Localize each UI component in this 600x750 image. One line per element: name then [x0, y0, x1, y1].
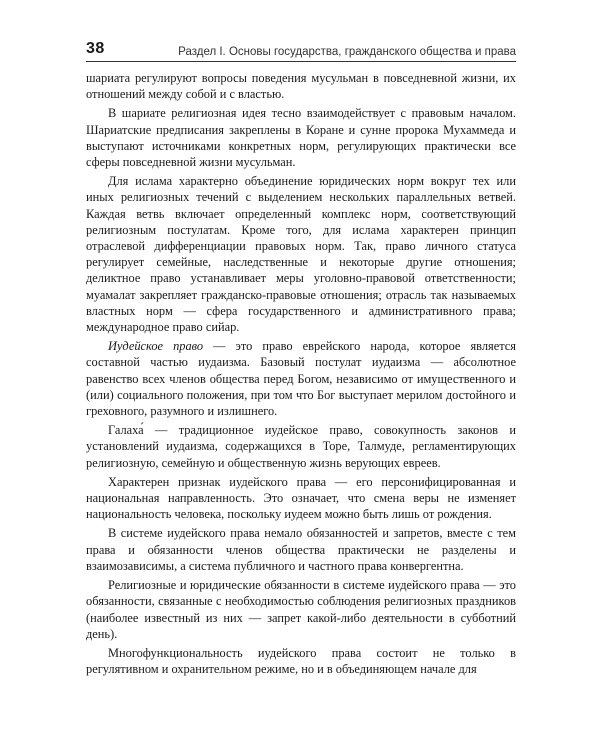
paragraph-text: — это право еврейского народа, которое является составной частью иудаизма. Базовый постулат иудаизма — абсолютное равенство всех членов общества перед Богом, независимо от имущественного и (или) социального положения, при том что Бог выступает мерилом достойного и греховного, разумного и излишнего. [86, 339, 516, 419]
paragraph: Многофункциональность иудейского права состоит не только в регулятивном и охранительном режиме, но и в объединяющем начале для [86, 645, 516, 677]
page-number: 38 [86, 40, 105, 57]
running-title: Раздел I. Основы государства, гражданского общества и права [178, 46, 516, 58]
paragraph: Характерен признак иудейского права — его персонифицированная и национальная направленность. Это означает, что смена веры не изменяет национальность человека, поскольку иудеем можно быть лишь от рождения. [86, 474, 516, 522]
paragraph: В системе иудейского права немало обязанностей и запретов, вместе с тем права и обязанности членов общества практически не разделены и взаимозависимы, а система публичного и частного права конвергентна. [86, 526, 516, 573]
book-page [86, 40, 516, 677]
paragraph: Для ислама характерно объединение юридических норм вокруг тех или иных религиозных течений с выделением нескольких параллельных ветвей. Каждая ветвь включает определенный комплекс норм, соответствующий религиозным постулатам. Кроме того, для ислама характерен принцип отраслевой дифференциации правовых норм. Так, право личного статуса регулирует семейные, наследственные и некоторые другие отношения; деликтное право устанавливает меры уголовно-правовой ответственности; муамалат закрепляет гражданско-правовые отношения; отрасль так называемых властных норм — сфера государственного и административного права; международное право сийар. [86, 174, 516, 335]
page-header [86, 40, 516, 62]
paragraph: шариата регулируют вопросы поведения мусульман в повседневной жизни, их отношений между собой и с властью. [86, 71, 516, 102]
paragraph: Религиозные и юридические обязанности в системе иудейского права — это обязанности, связанные с необходимостью соблюдения религиозных праздников (наиболее известный из них — запрет какой-либо деятельности в субботний день). [86, 578, 516, 641]
page-body [86, 70, 516, 677]
paragraph: В шариате религиозная идея тесно взаимодействует с правовым началом. Шариатские предписания закреплены в Коране и сунне пророка Мухаммеда и выступают источниками конкретных норм, регулирующих практически все сферы повседневной жизни мусульман. [86, 106, 516, 170]
paragraph: Галаха́ — традиционное иудейское право, совокупность законов и установлений иудаизма, содержащихся в Торе, Талмуде, регламентирующих религиозную, семейную и общественную жизнь верующих евреев. [86, 423, 516, 470]
paragraph [86, 338, 516, 419]
defined-term: Иудейское право [108, 339, 204, 354]
